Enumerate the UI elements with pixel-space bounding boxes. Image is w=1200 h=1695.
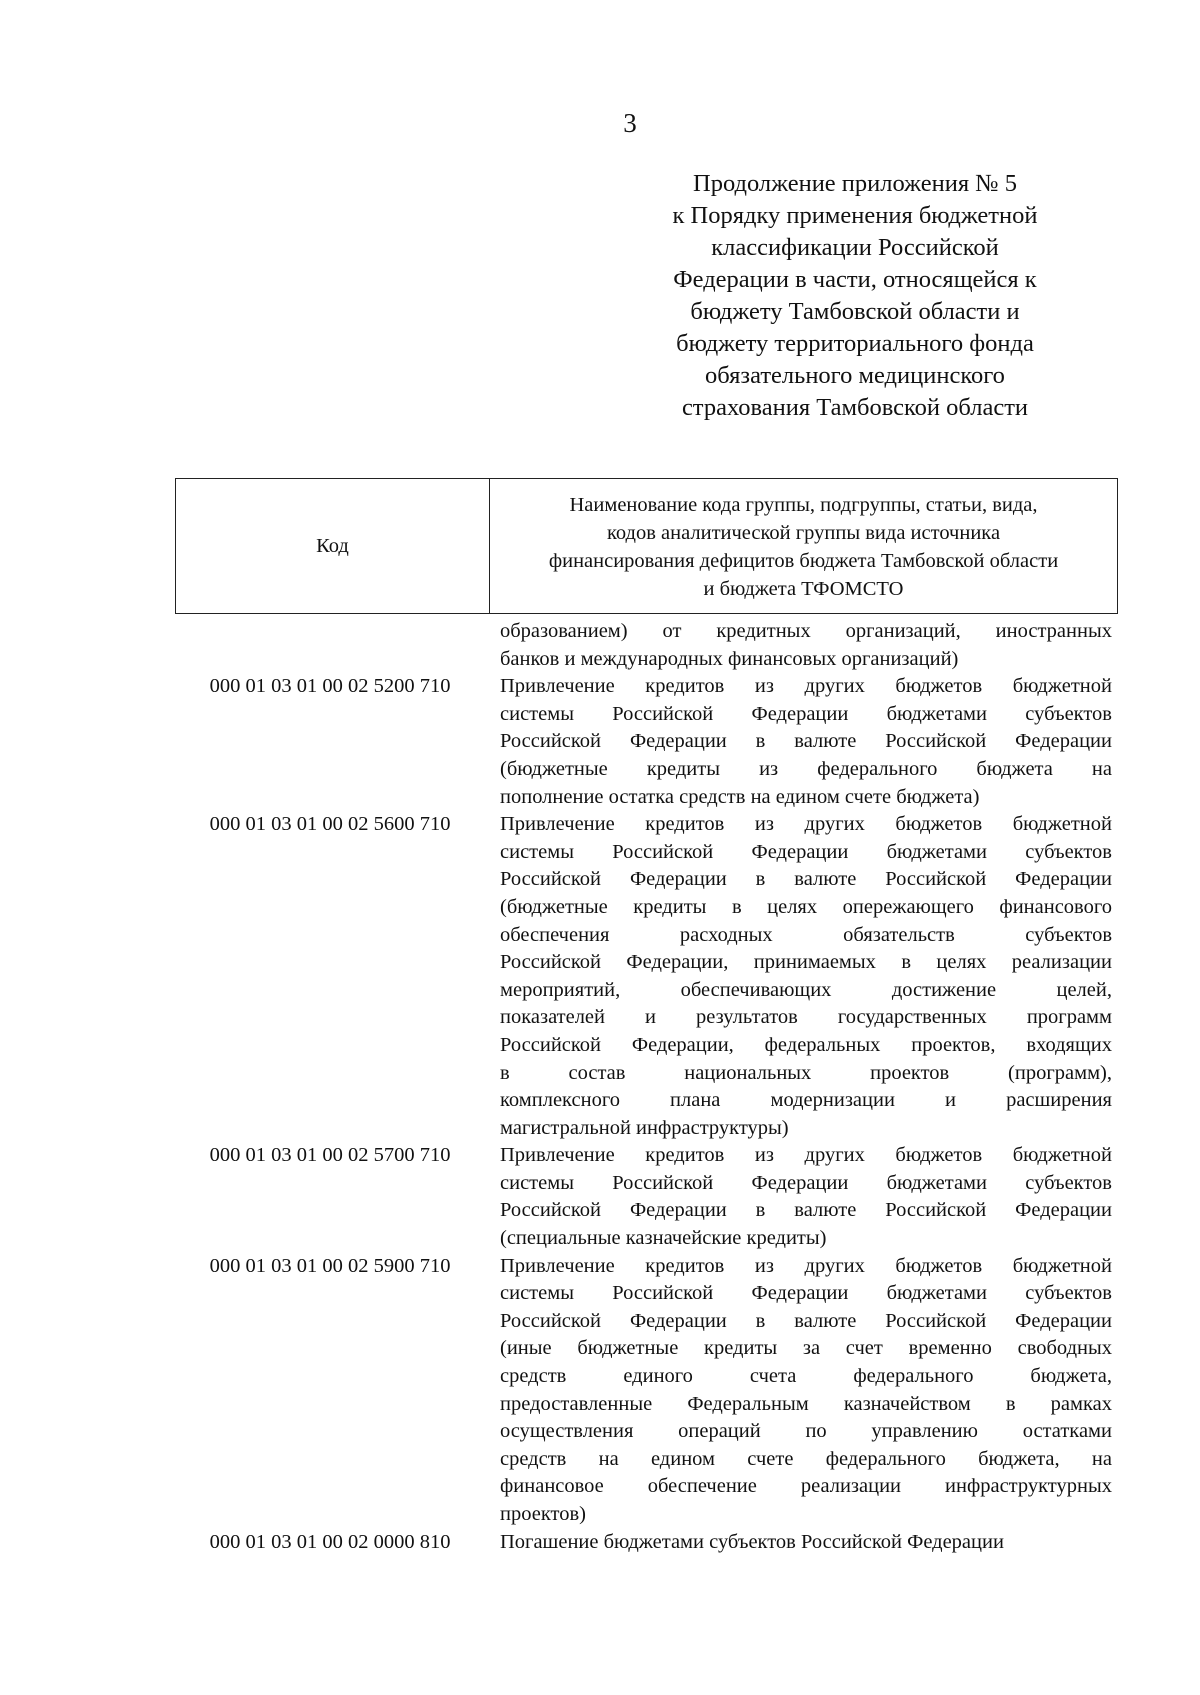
appendix-note-line: обязательного медицинского [705,362,1005,389]
row-description [500,811,1112,1142]
row-code [170,618,490,673]
row-description-line: (специальные казначейские кредиты) [500,1227,827,1250]
row-description [500,673,1112,811]
appendix-note-line: страхования Тамбовской области [681,394,1029,421]
row-description-line: Российской Федерации, принимаемых в целях реализации [500,951,1112,974]
table-row [170,1253,1115,1529]
row-description-line: Российской Федерации в валюте Российской Федерации [500,1309,1112,1332]
row-description-line: магистральной инфраструктуры) [500,1116,789,1139]
page-number: 3 [623,108,637,138]
appendix-note-line: классификации Российской [711,234,999,261]
row-description [500,1142,1112,1252]
row-code: 000 01 03 01 00 02 5600 710 [209,813,451,836]
row-description-line: средств единого счета федерального бюджета, [500,1365,1112,1388]
appendix-note-line: бюджету Тамбовской области и [690,298,1020,325]
appendix-note [620,168,1090,424]
table-row [170,811,1115,1142]
row-description-line: предоставленные Федеральным казначейством в рамках [500,1392,1112,1415]
row-code: 000 01 03 01 00 02 0000 810 [209,1530,451,1553]
table-row [170,673,1115,811]
appendix-note-line: бюджету территориального фонда [676,330,1034,357]
table-row [170,618,1115,673]
row-code: 000 01 03 01 00 02 5900 710 [209,1254,451,1277]
row-description [500,1529,1112,1557]
row-description-line: (бюджетные кредиты из федерального бюджета на [500,757,1112,780]
row-description-line: мероприятий, обеспечивающих достижение целей, [500,978,1112,1001]
row-description-line: системы Российской Федерации бюджетами субъектов [500,840,1112,863]
row-description-line: показателей и результатов государственных программ [500,1006,1112,1029]
row-description-line: системы Российской Федерации бюджетами субъектов [500,1171,1112,1194]
row-description-line: образованием) от кредитных организаций, иностранных [500,620,1112,642]
name-column-header-line: финансирования дефицитов бюджета Тамбовской области [548,550,1059,572]
table-header [175,478,1118,614]
row-description-line: Привлечение кредитов из других бюджетов бюджетной [500,1144,1112,1167]
appendix-note-line: к Порядку применения бюджетной [672,202,1038,229]
row-code: 000 01 03 01 00 02 5200 710 [209,675,451,698]
row-description-line: средств на едином счете федерального бюджета, на [500,1447,1112,1470]
row-description-line: Привлечение кредитов из других бюджетов бюджетной [500,813,1112,836]
row-description-line: комплексного плана модернизации и расширения [500,1089,1112,1112]
row-description-line: осуществления операций по управлению остатками [500,1420,1112,1443]
row-description-line: Российской Федерации в валюте Российской Федерации [500,1199,1112,1222]
row-description-line: в состав национальных проектов (программ), [500,1061,1112,1084]
row-description [500,618,1112,673]
row-code: 000 01 03 01 00 02 5700 710 [209,1144,451,1167]
row-description [500,1253,1112,1529]
name-column-header-line: и бюджета ТФОМСТО [703,578,904,600]
row-description-line: пополнение остатка средств на едином счете бюджета) [500,785,980,808]
table-row [170,1142,1115,1252]
appendix-note-line: Федерации в части, относящейся к [673,266,1037,293]
row-description-line: (иные бюджетные кредиты за счет временно свободных [500,1337,1112,1360]
row-description-line: (бюджетные кредиты в целях опережающего финансового [500,895,1112,918]
row-description-line: Привлечение кредитов из других бюджетов бюджетной [500,675,1112,698]
row-description-line: проектов) [500,1503,586,1525]
row-description-line: системы Российской Федерации бюджетами субъектов [500,1282,1112,1305]
row-description-line: финансовое обеспечение реализации инфраструктурных [500,1475,1112,1498]
row-description-line: Российской Федерации, федеральных проектов, входящих [500,1033,1112,1056]
row-description-line: Погашение бюджетами субъектов Российской Федерации [500,1530,1004,1553]
name-column-header [490,479,1118,614]
table-row [170,1529,1115,1557]
code-column-header: Код [176,479,490,614]
row-description-line: Привлечение кредитов из других бюджетов бюджетной [500,1254,1112,1277]
table-body [170,618,1115,1556]
row-description-line: Российской Федерации в валюте Российской Федерации [500,730,1112,753]
row-description-line: обеспечения расходных обязательств субъектов [500,923,1112,946]
row-description-line: системы Российской Федерации бюджетами субъектов [500,702,1112,725]
row-description-line: банков и международных финансовых организаций) [500,647,959,670]
name-column-header-line: Наименование кода группы, подгруппы, статьи, вида, [569,494,1038,516]
name-column-header-line: кодов аналитической группы вида источника [606,522,1001,544]
appendix-note-line: Продолжение приложения № 5 [693,170,1017,197]
row-description-line: Российской Федерации в валюте Российской Федерации [500,868,1112,891]
